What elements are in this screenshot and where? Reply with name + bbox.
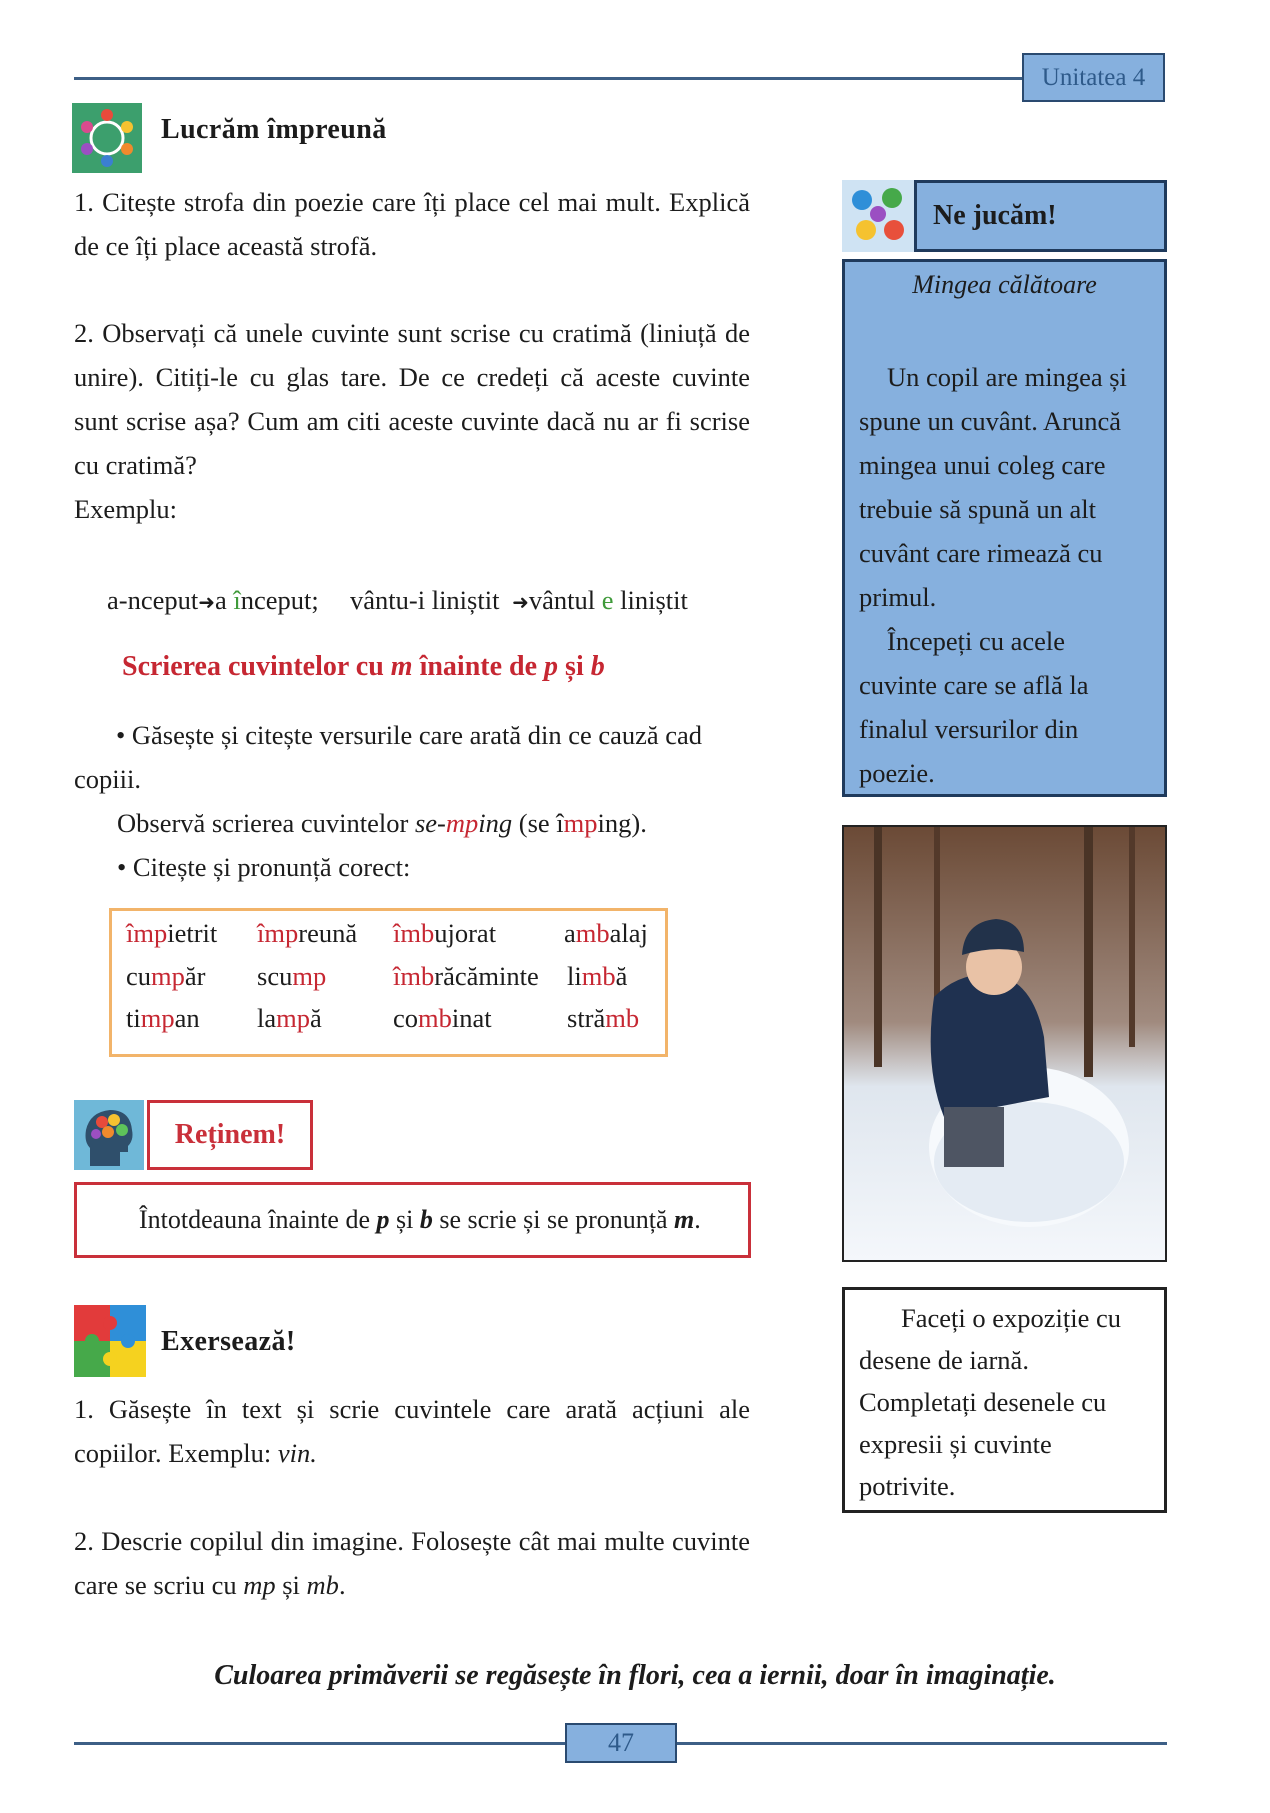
example-highlight-2: e [601, 585, 614, 615]
scriere-bullet-1: • Găsește și citește versurile care arată din ce cauză cad copiii. [74, 720, 703, 794]
scriere-title-b: b [590, 651, 605, 682]
game-paragraph-1: Un copil are mingea și spune un cuvânt. Aruncă mingea unui coleg care trebuie să spună un alt cuvânt care rimează cu primul. [859, 362, 1127, 612]
section-title-exerseaza: Exersează! [161, 1326, 296, 1357]
lucram-item-1: 1. Citește strofa din poezie care îți place cel mai mult. Explică de ce îți place această strofă. [74, 187, 750, 261]
game-title: Mingea călătoare [912, 270, 1097, 299]
retinem-rule-box [74, 1182, 751, 1258]
word-cell: strămb [567, 1003, 640, 1033]
group-work-icon [72, 103, 142, 173]
game-box [842, 259, 1167, 797]
expo-box [842, 1287, 1167, 1513]
arrow-icon: ➜ [512, 590, 529, 614]
example-word-6: liniștit [613, 585, 688, 615]
scriere-title [122, 651, 605, 683]
ne-jucam-title: Ne jucăm! [914, 180, 1167, 252]
scriere-observa [117, 801, 647, 845]
lucram-item-2: 2. Observați că unele cuvinte sunt scrise cu cratimă (liniuță de unire). Citiți-le cu glas tare. De ce credeți că aceste cuvinte sunt scrise așa? Cum am citi aceste cuvinte dacă nu ar fi scrise cu cratimă? [74, 318, 750, 480]
scriere-bullet-2: • Citește și pronunță corect: [117, 852, 411, 882]
retinem-rule-text: Întotdeauna înainte de p și b se scrie și se pronunță m. [139, 1205, 701, 1234]
section-title-lucram: Lucrăm împreună [161, 114, 387, 145]
header-rule [74, 77, 1022, 80]
word-cell: lampă [257, 1003, 322, 1033]
game-paragraph-2: Începeți cu acele cuvinte care se află la finalul versurilor din poezie. [859, 626, 1089, 788]
word-cell: limbă [567, 961, 628, 991]
example-word-4: vântu-i liniștit [350, 585, 500, 615]
scriere-title-part: înainte de [412, 651, 545, 682]
winter-child-photo [842, 825, 1167, 1262]
word-cell: împietrit [126, 918, 218, 948]
observa-highlight: mp [563, 808, 598, 838]
brain-head-icon [74, 1100, 144, 1170]
expo-text: Faceți o expoziție cu desene de iarnă. Completați desenele cu expresii și cuvinte potrivite. [859, 1303, 1122, 1501]
arrow-icon: ➜ [198, 590, 215, 614]
exerseaza-item-1: 1. Găsește în text și scrie cuvintele care arată acțiuni ale copiilor. Exemplu: vin. [74, 1394, 750, 1468]
closing-quote: Culoarea primăverii se regăsește în flori, cea a iernii, doar în imaginație. [214, 1660, 1056, 1691]
scriere-title-p: p [544, 651, 559, 682]
observa-word: ing [478, 808, 513, 838]
scriere-title-m: m [390, 651, 413, 682]
retinem-title: Reținem! [147, 1100, 313, 1170]
scriere-title-part: și [558, 651, 591, 682]
word-cell: timpan [126, 1003, 200, 1033]
scriere-title-part: Scrierea cuvintelor cu [122, 651, 391, 682]
example-word-3: nceput; [240, 585, 319, 615]
example-line [107, 578, 688, 624]
observa-word: se- [414, 808, 446, 838]
word-cell: împreună [257, 918, 358, 948]
example-word-5: vântul [528, 585, 602, 615]
word-cell: îmbrăcăminte [393, 961, 539, 991]
exerseaza-item-2: 2. Descrie copilul din imagine. Folosește cât mai multe cuvinte care se scriu cu mp și mb. [74, 1526, 750, 1600]
unit-label: Unitatea 4 [1022, 53, 1165, 102]
observa-text: (se î [512, 808, 564, 838]
word-cell: cumpăr [126, 961, 206, 991]
word-cell: scump [257, 961, 327, 991]
observa-text: ing). [597, 808, 647, 838]
word-cell: combinat [393, 1003, 492, 1033]
observa-highlight: mp [445, 808, 479, 838]
puzzle-icon [74, 1305, 144, 1375]
word-practice-box [109, 908, 668, 1057]
word-cell: îmbujorat [393, 918, 497, 948]
word-cell: ambalaj [564, 918, 648, 948]
example-word-2: a [215, 585, 234, 615]
example-word-1: a-nceput [107, 585, 199, 615]
example-highlight-1: î [233, 585, 241, 615]
example-label: Exemplu: [74, 494, 178, 524]
observa-text: Observă scrierea cuvintelor [117, 808, 415, 838]
page-number: 47 [565, 1723, 677, 1763]
hands-icon [842, 180, 914, 252]
